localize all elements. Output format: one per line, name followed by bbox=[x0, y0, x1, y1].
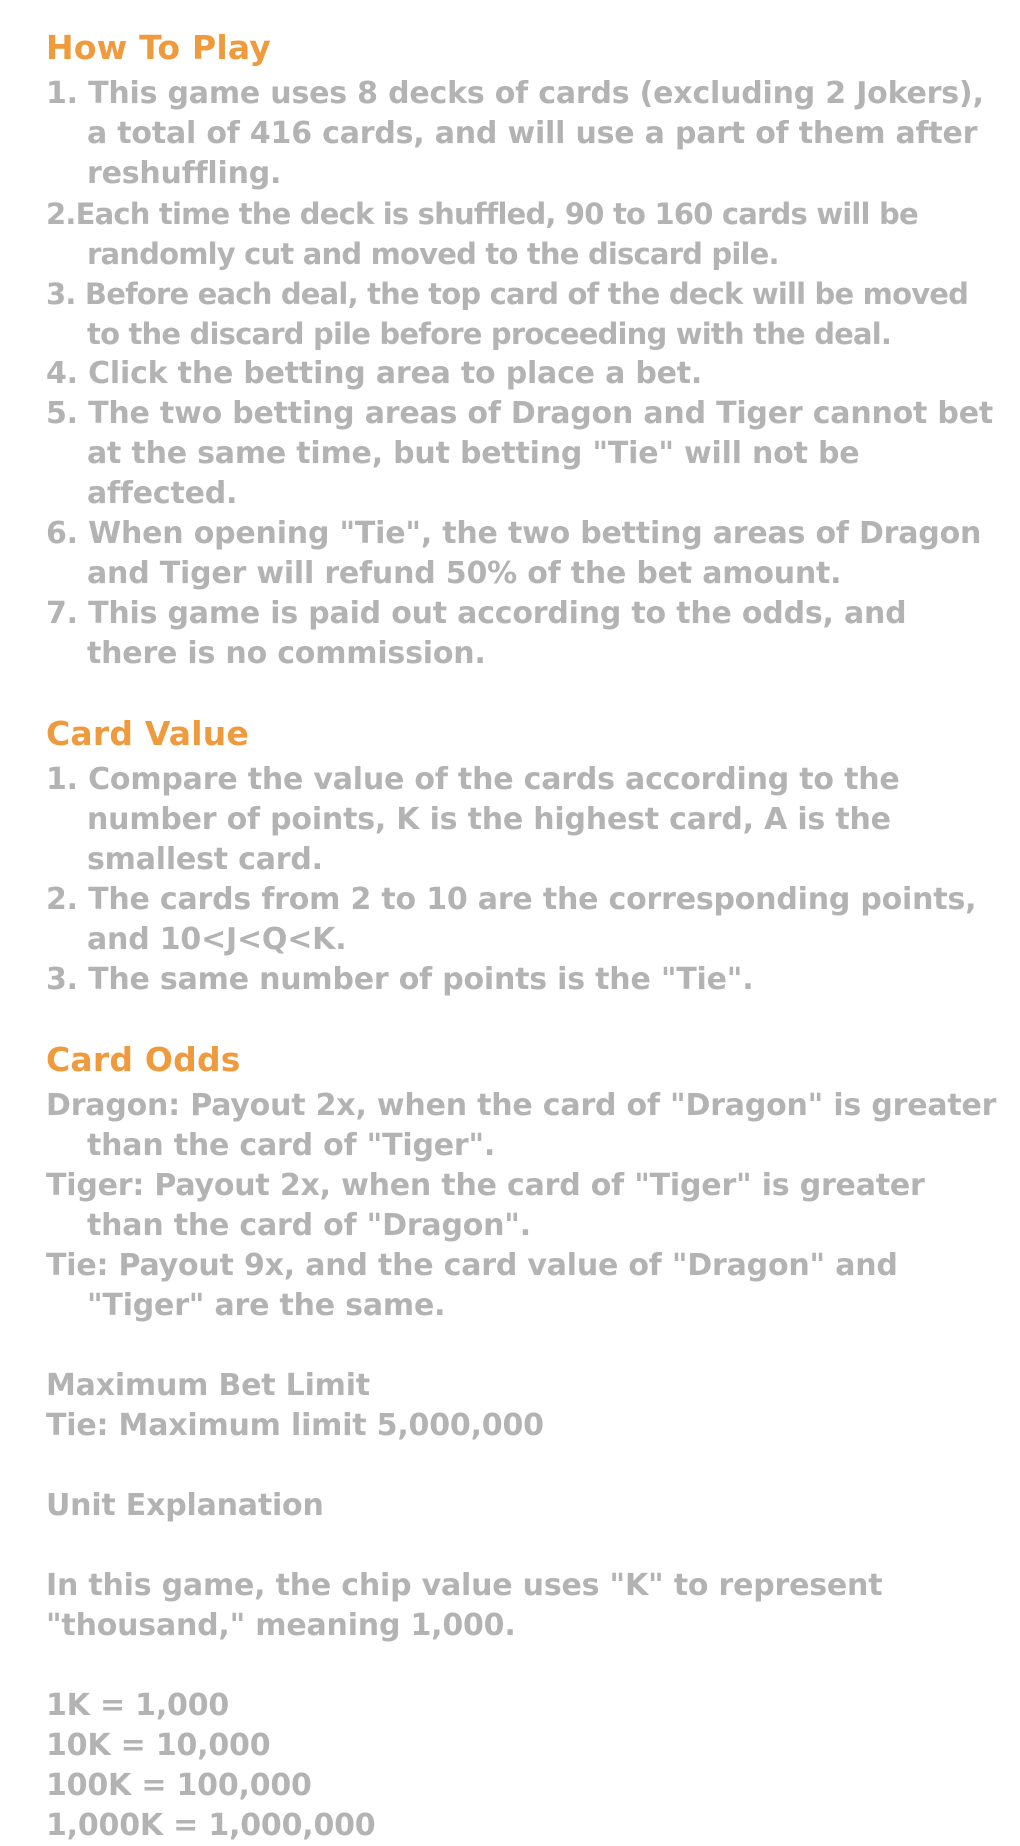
spacer bbox=[46, 1326, 1000, 1366]
spacer bbox=[46, 674, 1000, 714]
card-odds-title: Card Odds bbox=[46, 1040, 241, 1079]
rule-item: 5. The two betting areas of Dragon and Tiger cannot bet at the same time, but betting "Tie" will not be affected. bbox=[46, 396, 993, 511]
card-odds-section bbox=[46, 1040, 1000, 1326]
rule-item: 2. The cards from 2 to 10 are the corresponding points, and 10<J<Q<K. bbox=[46, 882, 977, 957]
unit-conversion: 10K = 10,000 bbox=[46, 1728, 271, 1763]
rule-item: 1. This game uses 8 decks of cards (excluding 2 Jokers), a total of 416 cards, and will use a part of them after reshuffling. bbox=[46, 76, 984, 191]
spacer bbox=[46, 1000, 1000, 1040]
card-value-rules bbox=[46, 760, 1000, 1000]
spacer bbox=[46, 1526, 1000, 1566]
spacer bbox=[46, 1446, 1000, 1486]
card-value-section bbox=[46, 714, 1000, 1000]
rule-item: 1. Compare the value of the cards according to the number of points, K is the highest card, A is the smallest card. bbox=[46, 762, 900, 877]
max-bet-title: Maximum Bet Limit bbox=[46, 1368, 370, 1403]
how-to-play-section bbox=[46, 28, 1000, 674]
unit-description: In this game, the chip value uses "K" to represent "thousand," meaning 1,000. bbox=[46, 1568, 883, 1643]
rule-item: 4. Click the betting area to place a bet. bbox=[46, 356, 703, 391]
card-odds-rules bbox=[46, 1086, 1000, 1326]
card-value-title: Card Value bbox=[46, 714, 250, 753]
odds-item-tiger: Tiger: Payout 2x, when the card of "Tiger" is greater than the card of "Dragon". bbox=[46, 1168, 925, 1243]
how-to-play-title: How To Play bbox=[46, 28, 272, 67]
rule-item: 6. When opening "Tie", the two betting areas of Dragon and Tiger will refund 50% of the bet amount. bbox=[46, 516, 982, 591]
unit-title: Unit Explanation bbox=[46, 1488, 324, 1523]
max-bet-line: Tie: Maximum limit 5,000,000 bbox=[46, 1408, 544, 1443]
unit-section bbox=[46, 1486, 1000, 1846]
rule-item: 2.Each time the deck is shuffled, 90 to 160 cards will be randomly cut and moved to the discard pile. bbox=[46, 197, 918, 271]
unit-conversion: 1,000K = 1,000,000 bbox=[46, 1808, 376, 1843]
rule-item: 3. Before each deal, the top card of the deck will be moved to the discard pile before proceeding with the deal. bbox=[46, 277, 969, 351]
odds-item-tie: Tie: Payout 9x, and the card value of "Dragon" and "Tiger" are the same. bbox=[46, 1248, 898, 1323]
spacer bbox=[46, 1646, 1000, 1686]
rule-item: 7. This game is paid out according to the odds, and there is no commission. bbox=[46, 596, 907, 671]
unit-conversion: 1K = 1,000 bbox=[46, 1688, 230, 1723]
odds-item-dragon: Dragon: Payout 2x, when the card of "Dragon" is greater than the card of "Tiger". bbox=[46, 1088, 997, 1163]
rule-item: 3. The same number of points is the "Tie". bbox=[46, 962, 754, 997]
unit-conversion: 100K = 100,000 bbox=[46, 1768, 312, 1803]
max-bet-section bbox=[46, 1366, 1000, 1446]
how-to-play-rules bbox=[46, 74, 1000, 674]
